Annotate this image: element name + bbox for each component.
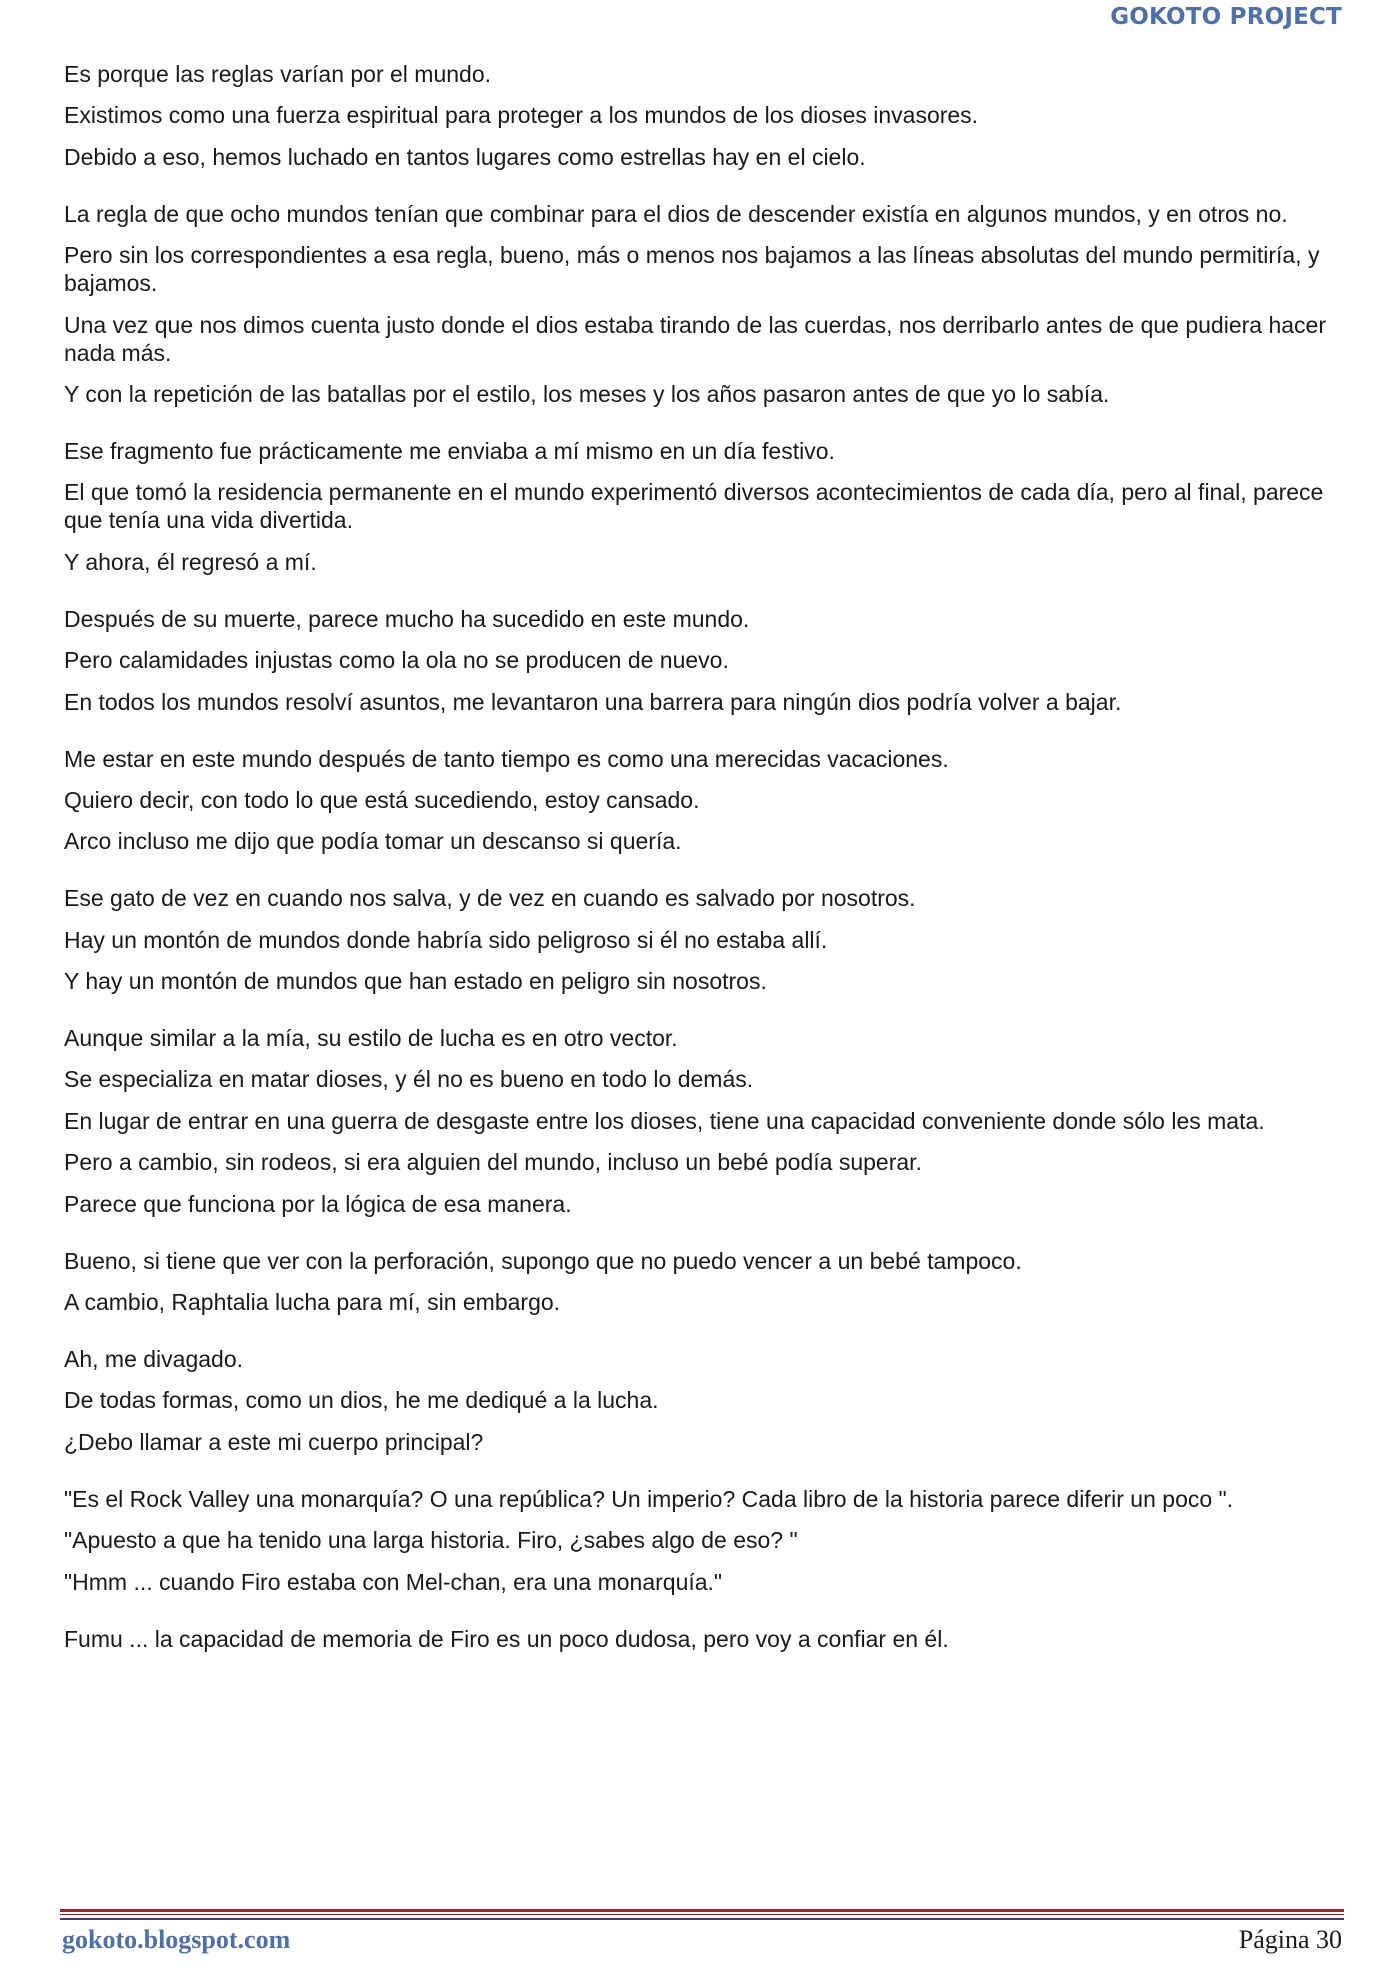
text-line: Hay un montón de mundos donde habría sido peligroso si él no estaba allí. [64,926,828,953]
paragraph [64,605,1349,716]
paragraph [64,884,1349,995]
text-line: Fumu ... la capacidad de memoria de Firo es un poco dudosa, pero voy a confiar en él. [64,1625,949,1652]
paragraph [64,60,1349,171]
text-line: Pero a cambio, sin rodeos, si era alguien del mundo, incluso un bebé podía superar. [64,1149,922,1176]
text-line: Ese fragmento fue prácticamente me enviaba a mí mismo en un día festivo. [64,437,835,464]
text-line: Parece que funciona por la lógica de esa manera. [64,1190,572,1217]
footer-rule-middle [60,1914,1344,1915]
text-line: Existimos como una fuerza espiritual para proteger a los mundos de los dioses invasores. [64,102,979,129]
text-line: A cambio, Raphtalia lucha para mí, sin embargo. [64,1289,561,1316]
header-brand: GOKOTO PROJECT [1110,4,1342,30]
text-line: Debido a eso, hemos luchado en tantos lugares como estrellas hay en el cielo. [64,143,866,170]
text-line: Quiero decir, con todo lo que está sucediendo, estoy cansado. [64,786,700,813]
text-line: En todos los mundos resolví asuntos, me levantaron una barrera para ningún dios podría volver a bajar. [64,688,1122,715]
text-line: El que tomó la residencia permanente en el mundo experimentó diversos acontecimientos de cada día, pero al final, parece que tenía una vida divertida. [64,479,1324,534]
text-line: La regla de que ocho mundos tenían que combinar para el dios de descender existía en algunos mundos, y en otros no. [64,200,1288,227]
text-line: Y ahora, él regresó a mí. [64,548,317,575]
paragraph [64,1345,1349,1456]
text-line: Aunque similar a la mía, su estilo de lucha es en otro vector. [64,1025,678,1052]
document-body [64,60,1349,1666]
footer-site-link[interactable]: gokoto.blogspot.com [62,1925,291,1954]
text-line: "Apuesto a que ha tenido una larga historia. Firo, ¿sabes algo de eso? " [64,1527,798,1554]
page-number: Página 30 [1238,1925,1342,1954]
paragraph [64,1247,1349,1316]
text-line: "Es el Rock Valley una monarquía? O una república? Un imperio? Cada libro de la historia parece diferir un poco ". [64,1485,1234,1512]
text-line: Después de su muerte, parece mucho ha sucedido en este mundo. [64,605,750,632]
text-line: De todas formas, como un dios, he me dediqué a la lucha. [64,1387,659,1414]
text-line: ¿Debo llamar a este mi cuerpo principal? [64,1428,484,1455]
paragraph [64,437,1349,576]
paragraph [64,745,1349,856]
footer-rule-top [60,1909,1344,1912]
text-line: Ah, me divagado. [64,1346,244,1373]
text-line: Pero sin los correspondientes a esa regla, bueno, más o menos nos bajamos a las líneas absolutas del mundo permitiría, y bajamos. [64,242,1320,297]
text-line: En lugar de entrar en una guerra de desgaste entre los dioses, tiene una capacidad conveniente donde sólo les mata. [64,1107,1265,1134]
text-line: Y hay un montón de mundos que han estado en peligro sin nosotros. [64,968,767,995]
text-line: Se especializa en matar dioses, y él no es bueno en todo lo demás. [64,1066,754,1093]
text-line: Ese gato de vez en cuando nos salva, y de vez en cuando es salvado por nosotros. [64,885,916,912]
paragraph [64,1625,1349,1653]
text-line: Una vez que nos dimos cuenta justo donde el dios estaba tirando de las cuerdas, nos derribarlo antes de que pudiera hacer nada más. [64,311,1326,366]
paragraph [64,1024,1349,1218]
text-line: Es porque las reglas varían por el mundo. [64,61,492,87]
text-line: Y con la repetición de las batallas por el estilo, los meses y los años pasaron antes de que yo lo sabía. [64,380,1110,407]
text-line: Arco incluso me dijo que podía tomar un descanso si quería. [64,828,682,855]
paragraph [64,1485,1349,1596]
footer-rule-bottom [60,1918,1344,1920]
text-line: Pero calamidades injustas como la ola no se producen de nuevo. [64,647,729,674]
text-line: "Hmm ... cuando Firo estaba con Mel-chan, era una monarquía." [64,1568,723,1595]
text-line: Me estar en este mundo después de tanto tiempo es como una merecidas vacaciones. [64,745,949,772]
paragraph [64,200,1349,408]
text-line: Bueno, si tiene que ver con la perforación, supongo que no puedo vencer a un bebé tampoco. [64,1247,1022,1274]
